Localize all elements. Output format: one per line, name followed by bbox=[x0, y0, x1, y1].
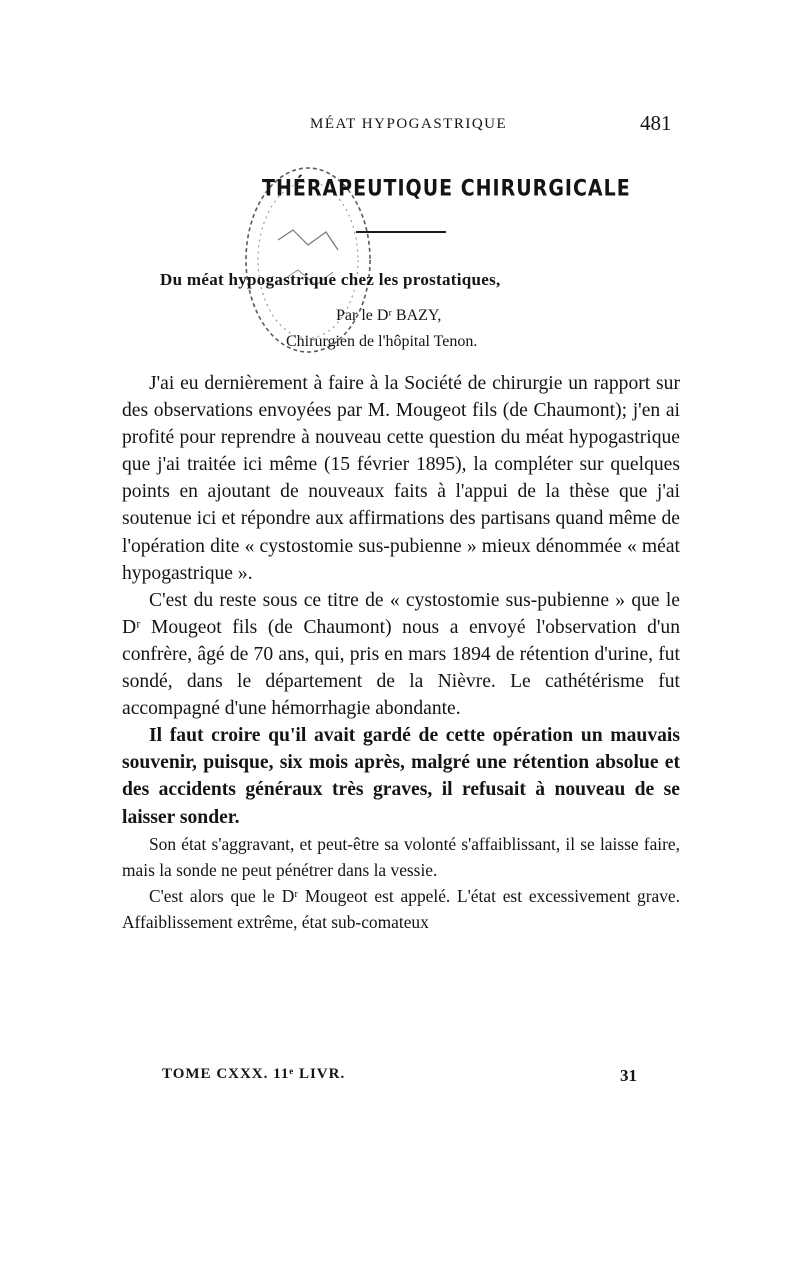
paragraph-4: Son état s'aggravant, et peut-être sa volonté s'affaiblissant, il se laisse faire, mais la sonde ne peut pénétrer dans la vessie. bbox=[122, 833, 680, 880]
footer-signature: TOME CXXX. 11ᵉ LIVR. bbox=[162, 1066, 346, 1082]
article-title: Du méat hypogastrique chez les prostatiques, bbox=[160, 270, 501, 289]
body-text bbox=[122, 370, 680, 935]
paragraph-2: C'est du reste sous ce titre de « cystostomie sus-pubienne » que le Dʳ Mougeot fils (de Chaumont) nous a envoyé l'observation d'un confrère, âgé de 70 ans, qui, pris en mars 1894 de rétention d'urine, fut sondé, dans le département de la Nièvre. Le cathétérisme fut accompagné d'une hémorrhagie abondante. bbox=[122, 589, 680, 720]
section-heading: THÉRAPEUTIQUE CHIRURGICALE bbox=[262, 176, 631, 202]
heading-rule bbox=[356, 231, 446, 233]
paragraph-5: C'est alors que le Dʳ Mougeot est appelé. L'état est excessivement grave. Affaiblissement extrême, état sub-comateux bbox=[122, 885, 680, 932]
paragraph-3: Il faut croire qu'il avait gardé de cette opération un mauvais souvenir, puisque, six mois après, malgré une rétention absolue et des accidents généraux très graves, il refusait à nouveau de se laisser sonder. bbox=[122, 725, 680, 828]
footer-sheet-number: 31 bbox=[620, 1066, 637, 1085]
article-author: Par le Dʳ BAZY, bbox=[336, 307, 442, 324]
author-affiliation: Chirurgien de l'hôpital Tenon. bbox=[286, 333, 478, 350]
running-title: MÉAT HYPOGASTRIQUE bbox=[310, 116, 508, 132]
page-number: 481 bbox=[640, 111, 672, 135]
paragraph-1: J'ai eu dernièrement à faire à la Société de chirurgie un rapport sur des observations envoyées par M. Mougeot fils (de Chaumont); j'en ai profité pour reprendre à nouveau cette question du méat hypogastrique que j'ai traitée ici même (15 février 1895), la compléter sur quelques points en ajoutant de nouveaux faits à l'appui de la thèse que j'ai soutenue ici et répondre aux affirmations des partisans quand même de l'opération dite « cystostomie sus-pubienne » mieux dénommée « méat hypogastrique ». bbox=[122, 373, 680, 584]
